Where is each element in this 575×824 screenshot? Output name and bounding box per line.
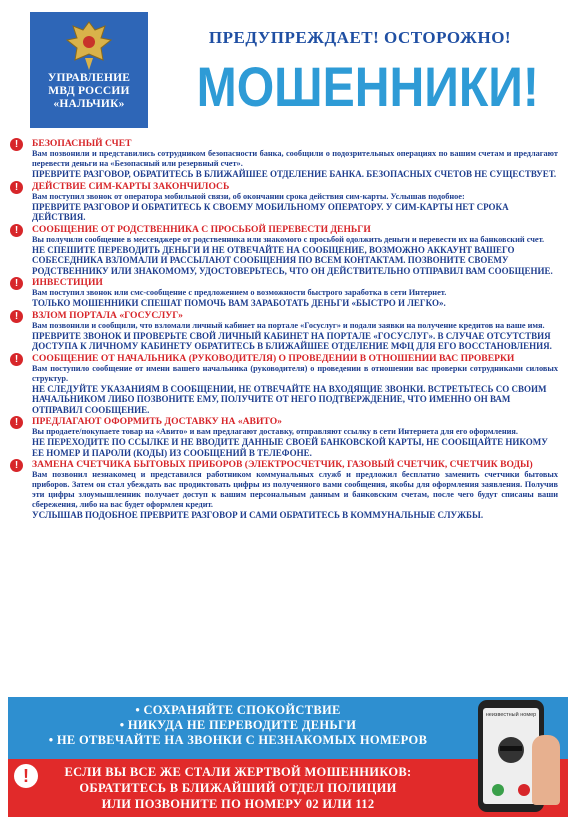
section-title: СООБЩЕНИЕ ОТ РОДСТВЕННИКА С ПРОСЬБОЙ ПЕРЕВЕСТИ ДЕНЬГИ <box>32 223 371 235</box>
section-body: Вы продаете/покупаете товар на «Авито» и вам предлагают доставку, отправляют ссылку в сети Интернета для его оформления. <box>32 427 518 436</box>
exclamation-icon: ! <box>10 310 23 323</box>
section-body: Вам позвонил незнакомец и представился работником коммунальных служб и предложил бесплатно заменить счетчики бытовых приборов. Затем он стал убеждать вас продиктовать цифры из полученного вами сообщения, якобы для оформления заявления. Получив эти цифры злоумышленник получает доступ к вашим персональным данным и банковским счетам, после чего будут списаны ваши сбережения, либо на вас будет оформлен кредит. <box>32 470 558 509</box>
section-advice: ПРЕВРИТЕ РАЗГОВОР И ОБРАТИТЕСЬ К СВОЕМУ МОБИЛЬНОМУ ОПЕРАТОРУ. У СИМ-КАРТЫ НЕТ СРОКА ДЕЙСТВИЯ. <box>32 201 509 222</box>
alert-line-3: ИЛИ ПОЗВОНИТЕ ПО НОМЕРУ 02 ИЛИ 112 <box>101 797 375 811</box>
warning-subtitle: ПРЕДУПРЕЖДАЕТ! ОСТОРОЖНО! <box>208 28 512 47</box>
section-title: ДЕЙСТВИЕ СИМ-КАРТЫ ЗАКОНЧИЛОСЬ <box>32 180 230 192</box>
section-title: ЗАМЕНА СЧЕТЧИКА БЫТОВЫХ ПРИБОРОВ (ЭЛЕКТРОСЧЕТЧИК, ГАЗОВЫЙ СЧЕТЧИК, СЧЕТЧИК ВОДЫ) <box>32 459 533 470</box>
tip-2: • НИКУДА НЕ ПЕРЕВОДИТЕ ДЕНЬГИ <box>119 718 357 732</box>
exclamation-icon: ! <box>10 181 23 194</box>
section-safe-account <box>10 138 558 180</box>
alert-line-2: ОБРАТИТЕСЬ В БЛИЖАЙШИЙ ОТДЕЛ ПОЛИЦИИ <box>79 781 397 795</box>
section-body: Вам поступило сообщение от имени вашего начальника (руководителя) о проведении в отношении вас проверки сотрудниками силовых структур. <box>32 363 558 383</box>
section-relative-message <box>10 224 558 277</box>
emblem-line-3: «НАЛЬЧИК» <box>53 98 125 110</box>
section-body: Вам позвонили и сообщили, что взломали личный кабинет на портале «Госуслуг» и подали заявки на получение кредитов на ваше имя. <box>32 320 545 330</box>
section-sim-card <box>10 181 558 223</box>
mvd-emblem-box <box>30 12 148 128</box>
section-body: Вам поступил звонок или смс-сообщение с предложением о возможности быстрого заработка в сети Интернет. <box>32 288 447 297</box>
fraud-sections <box>10 138 558 522</box>
section-title: СООБЩЕНИЕ ОТ НАЧАЛЬНИКА (РУКОВОДИТЕЛЯ) О ПРОВЕДЕНИИ В ОТНОШЕНИИ ВАС ПРОВЕРКИ <box>32 352 515 364</box>
exclamation-icon: ! <box>10 353 23 366</box>
tip-1: • СОХРАНЯЙТЕ СПОКОЙСТВИЕ <box>135 703 341 717</box>
section-gosuslugi <box>10 310 558 352</box>
section-title: ИНВЕСТИЦИИ <box>32 277 103 288</box>
section-boss-message <box>10 353 558 416</box>
section-title: ПРЕДЛАГАЮТ ОФОРМИТЬ ДОСТАВКУ НА «АВИТО» <box>32 416 282 427</box>
exclamation-icon: ! <box>10 459 23 472</box>
section-title: ВЗЛОМ ПОРТАЛА «ГОСУСЛУГ» <box>32 309 183 321</box>
exclamation-icon: ! <box>10 138 23 151</box>
section-title: БЕЗОПАСНЫЙ СЧЕТ <box>32 138 132 149</box>
tip-3: • НЕ ОТВЕЧАЙТЕ НА ЗВОНКИ С НЕЗНАКОМЫХ НОМЕРОВ <box>48 733 428 747</box>
alert-line-1: ЕСЛИ ВЫ ВСЕ ЖЕ СТАЛИ ЖЕРТВОЙ МОШЕННИКОВ: <box>64 765 412 779</box>
tips-banner <box>8 697 468 759</box>
section-advice: НЕ ПЕРЕХОДИТЕ ПО ССЫЛКЕ И НЕ ВВОДИТЕ ДАННЫЕ СВОЕЙ БАНКОВСКОЙ КАРТЫ, НЕ СООБЩАЙТЕ НИКОМУ ЕЕ НОМЕР И ПАРОЛИ (КОДЫ) ИЗ СООБЩЕНИЙ В ТЕЛЕФОНЕ. <box>32 437 548 458</box>
section-body: Вы получили сообщение в мессенджере от родственника или знакомого с просьбой одолжить деньги и перевести их на банковский счет. <box>32 234 545 244</box>
unknown-number-label: неизвестный номер <box>485 712 537 718</box>
section-avito <box>10 416 558 458</box>
exclamation-icon: ! <box>10 224 23 237</box>
section-advice: НЕ СПЕШИТЕ ПЕРЕВОДИТЬ ДЕНЬГИ И НЕ ОТВЕЧАЙТЕ НА СООБЩЕНИЕ, ВОЗМОЖНО АККАУНТ ВАШЕГО СОБЕСЕДНИКА ВЗЛОМАЛИ И РАССЫЛАЮТ СООБЩЕНИЯ ПО ВСЕМ КОНТАКТАМ. ПОЗВОНИТЕ СВОЕМУ РОДСТВЕННИКУ ИЛИ ЗНАКОМОМУ, УДОСТОВЕРЬТЕСЬ, ЧТО ОН ДЕЙСТВИТЕЛЬНО ОТПРАВИЛ ВАМ СООБЩЕНИЕ. <box>32 244 553 276</box>
section-investments <box>10 277 558 309</box>
section-advice: ТОЛЬКО МОШЕННИКИ СПЕШАТ ПОМОЧЬ ВАМ ЗАРАБОТАТЬ ДЕНЬГИ «БЫСТРО И ЛЕГКО». <box>32 298 446 308</box>
section-body: Вам позвонили и представились сотрудником безопасности банка, сообщили о подозрительных операциях по вашим счетам и предлагают перевести деньги на «Безопасный или резервный счет». <box>32 149 558 168</box>
exclamation-icon: ! <box>10 277 23 290</box>
caller-avatar-icon <box>483 708 539 804</box>
section-body: Вам поступил звонок от оператора мобильной связи, об окончании срока действия сим-карты. Услышав подобное: <box>32 191 465 201</box>
emblem-line-1: УПРАВЛЕНИЕ <box>47 72 131 84</box>
section-advice: НЕ СЛЕДУЙТЕ УКАЗАНИЯМ В СООБЩЕНИИ, НЕ ОТВЕЧАЙТЕ НА ВХОДЯЩИЕ ЗВОНКИ. ВСТРЕТЬТЕСЬ СО СВОИМ НАЧАЛЬНИКОМ ЛИБО ПОЗВОНИТЕ ЕМУ, ПОЛУЧИТЕ ОТ НЕГО ПОДТВЕРЖДЕНИЕ, ЧТО ИМЕННО ОН ВАМ ОТПРАВИЛ СООБЩЕНИЕ. <box>32 383 547 415</box>
alert-exclamation-icon: ! <box>14 764 38 788</box>
phone-screen <box>483 708 539 804</box>
exclamation-icon: ! <box>10 416 23 429</box>
section-advice: УСЛЫШАВ ПОДОБНОЕ ПРЕВРИТЕ РАЗГОВОР И САМИ ОБРАТИТЕСЬ В КОММУНАЛЬНЫЕ СЛУЖБЫ. <box>32 510 484 520</box>
eagle-emblem-icon <box>65 18 113 72</box>
alert-banner <box>8 759 468 817</box>
section-advice: ПРЕВРИТЕ РАЗГОВОР, ОБРАТИТЕСЬ В БЛИЖАЙШЕЕ ОТДЕЛЕНИЕ БАНКА. БЕЗОПАСНЫХ СЧЕТОВ НЕ СУЩЕСТВУЕТ. <box>32 169 557 179</box>
page-title: МОШЕННИКИ! <box>196 55 539 118</box>
section-advice: ПРЕВРИТЕ ЗВОНОК И ПРОВЕРЬТЕ СВОЙ ЛИЧНЫЙ КАБИНЕТ НА ПОРТАЛЕ «ГОСУСЛУГ». В СЛУЧАЕ ОТСУТСТВИЯ ДОСТУПА К ЛИЧНОМУ КАБИНЕТУ ОБРАТИТЕСЬ В БЛИЖАЙШЕЕ ОТДЕЛЕНИЕ МФЦ ДЛЯ ЕГО ВОССТАНОВЛЕНИЯ. <box>32 330 552 351</box>
hand-icon <box>532 735 560 805</box>
section-meter-replacement <box>10 459 558 521</box>
emblem-line-2: МВД РОССИИ <box>48 85 130 97</box>
header <box>0 0 575 140</box>
